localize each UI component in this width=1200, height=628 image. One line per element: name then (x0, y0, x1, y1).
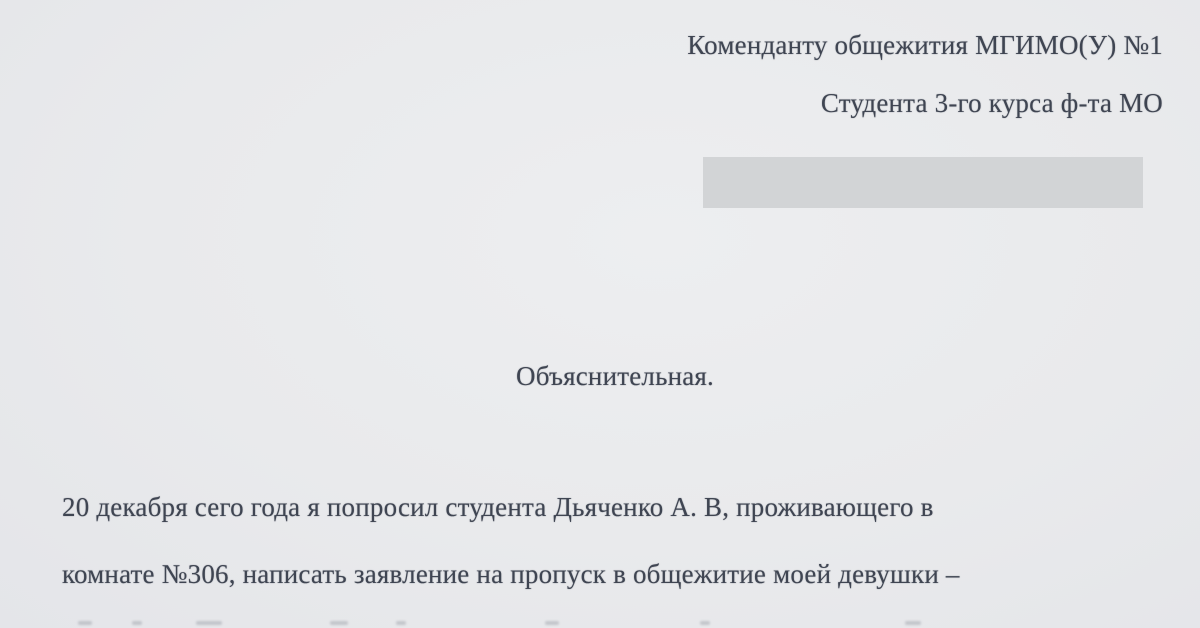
cutoff-glyph-fragment (396, 621, 406, 625)
body-text-line: 20 декабря сего года я попросил студента Дьяченко А. В, проживающего в (62, 492, 934, 522)
document-title: Объяснительная. (516, 361, 714, 391)
cutoff-glyph-fragment (78, 621, 92, 625)
sender-line: Студента 3-го курса ф-та МО (820, 88, 1163, 118)
cutoff-glyph-fragment (545, 621, 559, 625)
cutoff-glyph-fragment (196, 621, 222, 625)
cutoff-text-line (0, 619, 1200, 628)
cutoff-glyph-fragment (905, 621, 921, 625)
cutoff-glyph-fragment (330, 621, 348, 625)
cutoff-glyph-fragment (700, 621, 710, 625)
body-text-line: комнате №306, написать заявление на пропуск в общежитие моей девушки – (62, 559, 960, 589)
recipient-line: Коменданту общежития МГИМО(У) №1 (687, 30, 1163, 60)
redacted-name-block (703, 157, 1143, 208)
cutoff-glyph-fragment (132, 621, 142, 625)
